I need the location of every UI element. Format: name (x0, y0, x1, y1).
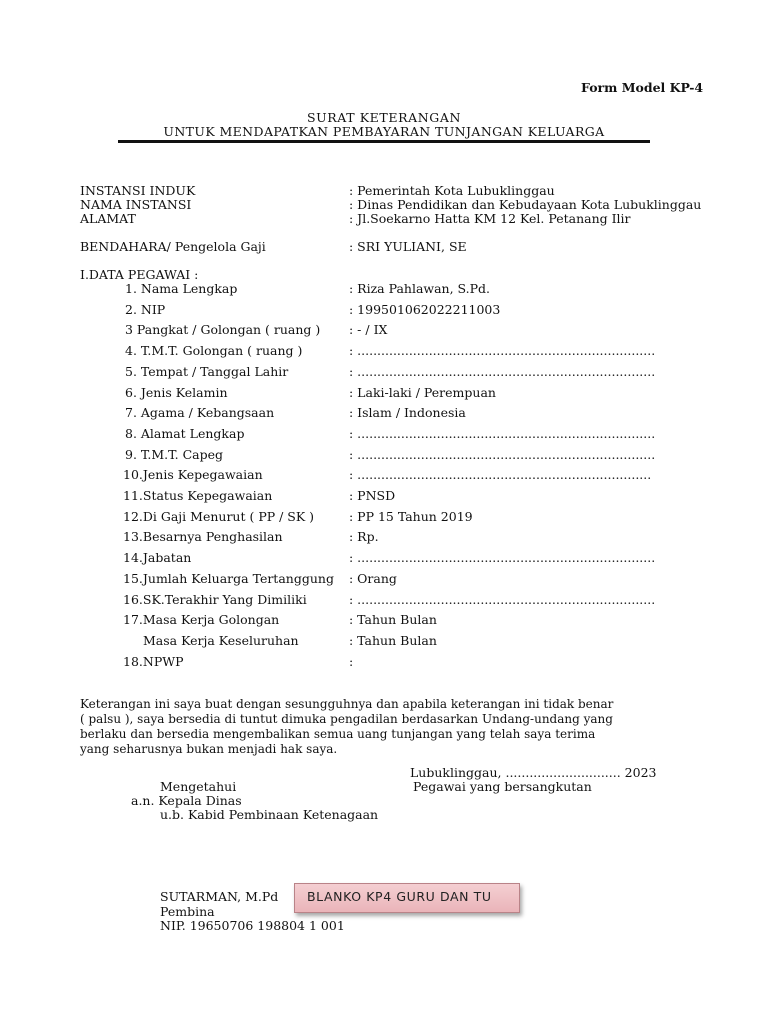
section-title: I.DATA PEGAWAI : (80, 267, 199, 282)
place-date: Lubuklinggau, ............................. 2023 (410, 765, 657, 780)
row-value: : ........................................................................... (349, 550, 656, 565)
form-model-label: Form Model KP-4 (581, 80, 704, 95)
blanko-badge[interactable]: BLANKO KP4 GURU DAN TU (294, 883, 520, 913)
signer-rank: Pembina (160, 904, 215, 919)
row-label: 18.NPWP (123, 654, 184, 669)
alamat-label: ALAMAT (80, 211, 136, 226)
row-value: : ........................................................................... (349, 447, 656, 462)
row-value: : ........................................................................... (349, 364, 656, 379)
row-value: : PP 15 Tahun 2019 (349, 509, 473, 524)
alamat-value: : Jl.Soekarno Hatta KM 12 Kel. Petanang Ilir (349, 211, 631, 226)
statement-paragraph: Keterangan ini saya buat dengan sesungguhnya dan apabila keterangan ini tidak benar ( palsu ), saya bersedia di tuntut dimuka pengadilan berdasarkan Undang-undang yang berlaku dan bersedia mengembalikan semua uang tunjangan yang telah saya terima yang seharusnya bukan menjadi hak saya. (80, 697, 614, 756)
row-label: 7. Agama / Kebangsaan (125, 405, 275, 420)
row-value: : Islam / Indonesia (349, 405, 466, 420)
row-label: 10.Jenis Kepegawaian (123, 467, 263, 482)
row-value: : Orang (349, 571, 397, 586)
instansi-induk-value: : Pemerintah Kota Lubuklinggau (349, 183, 555, 198)
document-subtitle: UNTUK MENDAPATKAN PEMBAYARAN TUNJANGAN KELUARGA (163, 124, 605, 139)
row-label: 14.Jabatan (123, 550, 192, 565)
document-title: SURAT KETERANGAN (306, 110, 461, 125)
instansi-induk-label: INSTANSI INDUK (80, 183, 196, 198)
title-underline (118, 140, 650, 143)
row-label: 5. Tempat / Tanggal Lahir (125, 364, 289, 379)
pegawai-label: Pegawai yang bersangkutan (413, 779, 592, 794)
row-label: Masa Kerja Keseluruhan (143, 633, 299, 648)
row-label: 11.Status Kepegawaian (123, 488, 273, 503)
nama-instansi-label: NAMA INSTANSI (80, 197, 192, 212)
row-label: 3 Pangkat / Golongan ( ruang ) (125, 322, 321, 337)
row-value: : 199501062022211003 (349, 302, 501, 317)
row-label: 6. Jenis Kelamin (125, 385, 228, 400)
row-label: 15.Jumlah Keluarga Tertanggung (123, 571, 334, 586)
mengetahui-label: Mengetahui (160, 779, 237, 794)
signer-nip: NIP. 19650706 198804 1 001 (160, 918, 345, 933)
nama-instansi-value: : Dinas Pendidikan dan Kebudayaan Kota Lubuklinggau (349, 197, 702, 212)
bendahara-label: BENDAHARA/ Pengelola Gaji (80, 239, 266, 254)
row-label: 17.Masa Kerja Golongan (123, 612, 280, 627)
row-label: 8. Alamat Lengkap (125, 426, 245, 441)
row-value: : ........................................................................... (349, 592, 656, 607)
bendahara-value: : SRI YULIANI, SE (349, 239, 467, 254)
row-value: : Laki-laki / Perempuan (349, 385, 496, 400)
row-value: : Rp. (349, 529, 379, 544)
an-kepala-dinas: a.n. Kepala Dinas (131, 793, 242, 808)
row-label: 1. Nama Lengkap (125, 281, 238, 296)
row-value: : Riza Pahlawan, S.Pd. (349, 281, 491, 296)
row-value: : PNSD (349, 488, 396, 503)
row-label: 13.Besarnya Penghasilan (123, 529, 283, 544)
row-label: 12.Di Gaji Menurut ( PP / SK ) (123, 509, 315, 524)
row-value: : Tahun Bulan (349, 612, 437, 627)
row-value: : ........................................................................... (349, 343, 656, 358)
ub-kabid: u.b. Kabid Pembinaan Ketenagaan (160, 807, 379, 822)
row-value: : - / IX (349, 322, 388, 337)
row-label: 2. NIP (125, 302, 166, 317)
row-label: 9. T.M.T. Capeg (125, 447, 224, 462)
row-value: : (349, 654, 354, 669)
row-value: : .......................................................................... (349, 467, 652, 482)
row-label: 16.SK.Terakhir Yang Dimiliki (123, 592, 307, 607)
row-value: : ........................................................................... (349, 426, 656, 441)
row-label: 4. T.M.T. Golongan ( ruang ) (125, 343, 303, 358)
row-value: : Tahun Bulan (349, 633, 437, 648)
signer-name: SUTARMAN, M.Pd (160, 889, 279, 904)
